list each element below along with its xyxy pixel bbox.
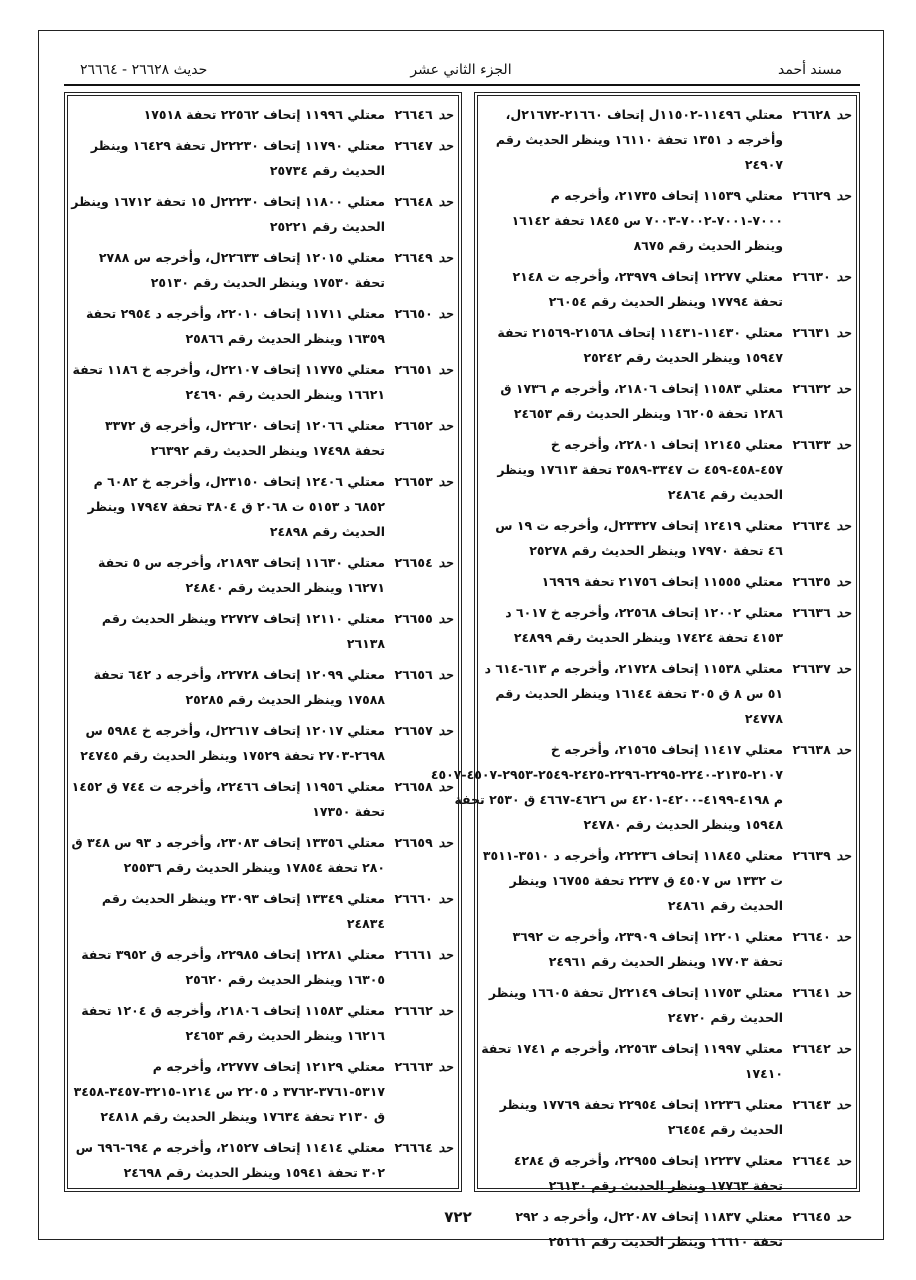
- hadith-symbol: حد: [438, 362, 453, 377]
- hadith-reference: [783, 320, 851, 345]
- hadith-citation-text: معتلي ١٣٣٥٦ إتحاف ٢٣٠٨٣، وأخرجه د ٩٣ س ٣٤٨ ق ٢٨٠ تحفة ١٧٨٥٤ وينظر الحديث رقم ٢٥٥٣٦: [71, 835, 385, 875]
- hadith-entry: [475, 840, 859, 921]
- hadith-citation-text: معتلي ١١٨٣٧ إتحاف ٢٢٠٨٧ل، وأخرجه د ٢٩٢ تحفة ١٦٦١٠ وينظر الحديث رقم ٢٥١٦١: [515, 1209, 783, 1249]
- hadith-number: ٢٦٦٥٤: [394, 555, 433, 570]
- hadith-citation-text: معتلي ١٢٠١٧ إتحاف ٢٢٦١٧ل، وأخرجه خ ٥٩٨٤ س ٢٦٩٨-٢٧٠٣ تحفة ١٧٥٢٩ وينظر الحديث رقم ٢٤٧٤٥: [80, 723, 385, 763]
- hadith-citation-text: معتلي ١٢١٢٩ إتحاف ٢٢٧٧٧، وأخرجه م ٥٣١٧-٣٧٦١-٣٧٦٢ د ٢٢٠٥ س ١٢١٤-٣٢١٥-٣٤٥٧-٣٤٥٨ ق ٢١٣٠ تحفة ١٧٦٣٤ وينظر الحديث رقم ٢٤٨١٨: [73, 1059, 385, 1124]
- hadith-entry: [475, 1089, 859, 1145]
- hadith-citation-text: معتلي ١٢٤١٩ إتحاف ٢٣٣٢٧ل، وأخرجه ت ١٩ س ٤٦ تحفة ١٧٩٧٠ وينظر الحديث رقم ٢٥٢٧٨: [495, 518, 783, 558]
- hadith-entry: [475, 653, 859, 734]
- hadith-symbol: حد: [836, 985, 851, 1000]
- hadith-reference: [783, 1036, 851, 1061]
- hadith-citation-text: معتلي ١٢١١٠ إتحاف ٢٢٧٢٧ وينظر الحديث رقم ٢٦١٣٨: [101, 611, 385, 651]
- hadith-number: ٢٦٦٤٦: [394, 107, 433, 122]
- hadith-symbol: حد: [836, 574, 851, 589]
- hadith-entry: [65, 939, 461, 995]
- hadith-entry: [475, 510, 859, 566]
- hadith-citation-text: معتلي ١١٨٤٥ إتحاف ٢٢٢٣٦، وأخرجه د ٣٥١٠-٣٥١١ ت ١٣٣٢ س ٤٥٠٧ ق ٢٢٣٧ تحفة ١٦٧٥٥ وينظر الحديث رقم ٢٤٨٦١: [482, 848, 783, 913]
- hadith-reference: [385, 357, 453, 382]
- hadith-entry: [65, 827, 461, 883]
- hadith-number: ٢٦٦٤٤: [792, 1153, 831, 1168]
- hadith-citation-text: معتلي ١١٥٨٣ إتحاف ٢١٨٠٦، وأخرجه م ١٧٣٦ ق ١٢٨٦ تحفة ١٦٢٠٥ وينظر الحديث رقم ٢٤٦٥٣: [500, 381, 783, 421]
- hadith-entry: [65, 298, 461, 354]
- hadith-entry: [65, 466, 461, 547]
- hadith-reference: [385, 189, 453, 214]
- hadith-entry: [475, 1033, 859, 1089]
- hadith-symbol: حد: [438, 194, 453, 209]
- hadith-reference: [783, 513, 851, 538]
- hadith-number: ٢٦٦٣٨: [792, 742, 831, 757]
- hadith-citation-text: معتلي ١١٩٥٦ إتحاف ٢٢٤٦٦، وأخرجه ت ٧٤٤ ق ١٤٥٢ تحفة ١٧٣٥٠: [71, 779, 385, 819]
- hadith-entry: [475, 99, 859, 180]
- hadith-citation-text: معتلي ١٢٢٣٦ إتحاف ٢٢٩٥٤ تحفة ١٧٧٦٩ وينظر الحديث رقم ٢٦٤٥٤: [499, 1097, 783, 1137]
- hadith-symbol: حد: [836, 107, 851, 122]
- hadith-citation-text: معتلي ١١٩٩٧ إتحاف ٢٢٥٦٣، وأخرجه م ١٧٤١ تحفة ١٧٤١٠: [481, 1041, 783, 1081]
- book-title: مسند أحمد: [778, 62, 842, 78]
- hadith-reference: [385, 662, 453, 687]
- column-left-entries: [65, 99, 461, 1188]
- hadith-citation-text: معتلي ١١٧٩٠ إتحاف ٢٢٢٣٠ل تحفة ١٦٤٢٩ وينظر الحديث رقم ٢٥٧٣٤: [90, 138, 385, 178]
- hadith-number: ٢٦٦٥٠: [394, 306, 433, 321]
- hadith-citation-text: معتلي ١١٤١٧ إتحاف ٢١٥٦٥، وأخرجه خ ٢١٠٧-٢١٣٥-٢٢٤٠-٢٢٩٥-٢٢٩٦-٢٤٢٥-٢٥٤٩-٢٩٥٣-٤٥٠٧-٤٥٠٧ م ٤١٩٨-٤١٩٩-٤٢٠٠-٤٢٠١ س ٤٦٢٦-٤٦٦٧ ق ٢٥٣٠ تحفة ١٥٩٤٨ وينظر الحديث رقم ٢٤٧٨٠: [430, 742, 783, 832]
- hadith-reference: [385, 774, 453, 799]
- hadith-number: ٢٦٦٤٧: [394, 138, 433, 153]
- hadith-entry: [65, 659, 461, 715]
- page-number: ٧٢٢: [444, 1208, 472, 1226]
- hadith-symbol: حد: [438, 947, 453, 962]
- hadith-symbol: حد: [836, 1041, 851, 1056]
- hadith-number: ٢٦٦٣١: [792, 325, 831, 340]
- hadith-symbol: حد: [438, 1140, 453, 1155]
- hadith-symbol: حد: [836, 929, 851, 944]
- hadith-reference: [783, 1148, 851, 1173]
- hadith-citation-text: معتلي ١١٤٩٦-١١٥٠٢ل إتحاف ٢١٦٦٠-٢١٦٧٢ل، وأخرجه د ١٣٥١ تحفة ١٦١١٠ وينظر الحديث رقم ٢٤٩٠٧: [495, 107, 783, 172]
- hadith-reference: [385, 718, 453, 743]
- hadith-entry: [475, 921, 859, 977]
- header-rule: [64, 84, 860, 86]
- hadith-symbol: حد: [836, 742, 851, 757]
- hadith-reference: [783, 432, 851, 457]
- hadith-symbol: حد: [438, 1003, 453, 1018]
- running-header: [38, 62, 884, 84]
- hadith-number: ٢٦٦٤١: [792, 985, 831, 1000]
- hadith-number: ٢٦٦٣٩: [792, 848, 831, 863]
- hadith-range: حديث ٢٦٦٢٨ - ٢٦٦٦٤: [80, 62, 208, 78]
- hadith-symbol: حد: [438, 138, 453, 153]
- hadith-number: ٢٦٦٦١: [394, 947, 433, 962]
- hadith-number: ٢٦٦٤٩: [394, 250, 433, 265]
- hadith-reference: [385, 886, 453, 911]
- hadith-citation-text: معتلي ١١٦٣٠ إتحاف ٢١٨٩٣، وأخرجه س ٥ تحفة ١٦٢٧١ وينظر الحديث رقم ٢٤٨٤٠: [98, 555, 385, 595]
- hadith-reference: [385, 1054, 453, 1079]
- hadith-number: ٢٦٦٤٥: [792, 1209, 831, 1224]
- hadith-reference: [385, 245, 453, 270]
- hadith-number: ٢٦٦٥٩: [394, 835, 433, 850]
- hadith-entry: [65, 1051, 461, 1132]
- hadith-entry: [475, 566, 859, 597]
- hadith-entry: [65, 242, 461, 298]
- hadith-entry: [65, 186, 461, 242]
- hadith-number: ٢٦٦٣٥: [792, 574, 831, 589]
- hadith-number: ٢٦٦٦٤: [394, 1140, 433, 1155]
- hadith-symbol: حد: [438, 835, 453, 850]
- hadith-reference: [783, 924, 851, 949]
- volume-title: الجزء الثاني عشر: [410, 62, 512, 78]
- hadith-entry: [65, 354, 461, 410]
- hadith-number: ٢٦٦٤٠: [792, 929, 831, 944]
- hadith-symbol: حد: [836, 518, 851, 533]
- hadith-citation-text: معتلي ١١٥٨٣ إتحاف ٢١٨٠٦، وأخرجه ق ١٢٠٤ تحفة ١٦٢١٦ وينظر الحديث رقم ٢٤٦٥٣: [81, 1003, 385, 1043]
- hadith-symbol: حد: [438, 667, 453, 682]
- hadith-citation-text: معتلي ١٢٠٠٢ إتحاف ٢٢٥٦٨، وأخرجه خ ٦٠١٧ د ٤١٥٣ تحفة ١٧٤٢٤ وينظر الحديث رقم ٢٤٨٩٩: [505, 605, 783, 645]
- hadith-reference: [783, 264, 851, 289]
- hadith-citation-text: معتلي ١٢٢٣٧ إتحاف ٢٢٩٥٥، وأخرجه ق ٤٢٨٤ تحفة ١٧٧٦٣ وينظر الحديث رقم ٢٦١٣٠: [513, 1153, 783, 1193]
- hadith-citation-text: معتلي ١١٧٧٥ إتحاف ٢٢١٠٧ل، وأخرجه خ ١١٨٦ تحفة ١٦٦٢١ وينظر الحديث رقم ٢٤٦٩٠: [72, 362, 385, 402]
- hadith-number: ٢٦٦٥١: [394, 362, 433, 377]
- hadith-citation-text: معتلي ١١٧٥٣ إتحاف ٢٢١٤٩ل تحفة ١٦٦٠٥ وينظر الحديث رقم ٢٤٧٢٠: [488, 985, 783, 1025]
- hadith-entry: [65, 547, 461, 603]
- hadith-number: ٢٦٦٢٩: [792, 188, 831, 203]
- hadith-entry: [475, 977, 859, 1033]
- hadith-number: ٢٦٦٢٨: [792, 107, 831, 122]
- hadith-symbol: حد: [438, 891, 453, 906]
- hadith-entry: [475, 373, 859, 429]
- hadith-reference: [783, 1092, 851, 1117]
- hadith-entry: [65, 130, 461, 186]
- hadith-symbol: حد: [836, 1153, 851, 1168]
- hadith-symbol: حد: [438, 306, 453, 321]
- hadith-number: ٢٦٦٦٣: [394, 1059, 433, 1074]
- hadith-number: ٢٦٦٥٦: [394, 667, 433, 682]
- hadith-number: ٢٦٦٥٧: [394, 723, 433, 738]
- hadith-citation-text: معتلي ١٢٠١٥ إتحاف ٢٢٦٣٣ل، وأخرجه س ٢٧٨٨ تحفة ١٧٥٣٠ وينظر الحديث رقم ٢٥١٣٠: [98, 250, 385, 290]
- hadith-number: ٢٦٦٤٨: [394, 194, 433, 209]
- hadith-citation-text: معتلي ١٢٢٨١ إتحاف ٢٢٩٨٥، وأخرجه ق ٣٩٥٢ تحفة ١٦٣٠٥ وينظر الحديث رقم ٢٥٦٢٠: [81, 947, 385, 987]
- hadith-symbol: حد: [438, 779, 453, 794]
- hadith-reference: [783, 183, 851, 208]
- hadith-reference: [385, 1135, 453, 1160]
- hadith-symbol: حد: [438, 474, 453, 489]
- hadith-number: ٢٦٦٤٣: [792, 1097, 831, 1112]
- hadith-entry: [65, 603, 461, 659]
- hadith-symbol: حد: [438, 555, 453, 570]
- hadith-citation-text: معتلي ١١٤٣٠-١١٤٣١ إتحاف ٢١٥٦٨-٢١٥٦٩ تحفة ١٥٩٤٧ وينظر الحديث رقم ٢٥٢٤٢: [497, 325, 783, 365]
- hadith-entry: [475, 429, 859, 510]
- hadith-reference: [385, 830, 453, 855]
- hadith-reference: [385, 133, 453, 158]
- hadith-citation-text: معتلي ١١٥٣٨ إتحاف ٢١٧٢٨، وأخرجه م ٦١٣-٦١٤ د ٥١ س ٨ ق ٣٠٥ تحفة ١٦١٤٤ وينظر الحديث رقم ٢٤٧٧٨: [484, 661, 783, 726]
- hadith-reference: [783, 656, 851, 681]
- hadith-number: ٢٦٦٦٢: [394, 1003, 433, 1018]
- hadith-entry: [475, 180, 859, 261]
- hadith-reference: [385, 998, 453, 1023]
- hadith-reference: [385, 413, 453, 438]
- hadith-reference: [783, 737, 851, 762]
- hadith-entry: [65, 715, 461, 771]
- hadith-number: ٢٦٦٤٢: [792, 1041, 831, 1056]
- hadith-reference: [783, 569, 851, 594]
- hadith-citation-text: معتلي ١٢٢٠١ إتحاف ٢٣٩٠٩، وأخرجه ت ٣٦٩٢ تحفة ١٧٧٠٣ وينظر الحديث رقم ٢٤٩٦١: [512, 929, 783, 969]
- hadith-citation-text: معتلي ١١٥٥٥ إتحاف ٢١٧٥٦ تحفة ١٦٩٦٩: [541, 574, 783, 589]
- hadith-citation-text: معتلي ١١٤١٤ إتحاف ٢١٥٢٧، وأخرجه م ٦٩٤-٦٩٦ س ٣٠٢ تحفة ١٥٩٤١ وينظر الحديث رقم ٢٤٦٩٨: [75, 1140, 385, 1180]
- hadith-citation-text: معتلي ١١٩٩٦ إتحاف ٢٢٥٦٢ تحفة ١٧٥١٨: [143, 107, 385, 122]
- hadith-symbol: حد: [438, 418, 453, 433]
- hadith-entry: [65, 995, 461, 1051]
- hadith-symbol: حد: [438, 723, 453, 738]
- hadith-symbol: حد: [836, 437, 851, 452]
- hadith-citation-text: معتلي ١٢١٤٥ إتحاف ٢٢٨٠١، وأخرجه خ ٤٥٧-٤٥٨-٤٥٩ ت ٣٣٤٧-٣٥٨٩ تحفة ١٧٦١٣ وينظر الحديث رقم ٢٤٨٦٤: [497, 437, 783, 502]
- hadith-symbol: حد: [438, 611, 453, 626]
- hadith-number: ٢٦٦٣٧: [792, 661, 831, 676]
- hadith-number: ٢٦٦٦٠: [394, 891, 433, 906]
- hadith-symbol: حد: [836, 1097, 851, 1112]
- hadith-entry: [65, 1132, 461, 1188]
- hadith-citation-text: معتلي ١٣٣٤٩ إتحاف ٢٣٠٩٣ وينظر الحديث رقم ٢٤٨٣٤: [101, 891, 385, 931]
- hadith-reference: [385, 606, 453, 631]
- hadith-reference: [385, 301, 453, 326]
- hadith-symbol: حد: [438, 250, 453, 265]
- hadith-citation-text: معتلي ١١٧١١ إتحاف ٢٢٠١٠، وأخرجه د ٢٩٥٤ تحفة ١٦٣٥٩ وينظر الحديث رقم ٢٥٨٦٦: [85, 306, 385, 346]
- hadith-reference: [783, 843, 851, 868]
- hadith-entry: [475, 261, 859, 317]
- hadith-symbol: حد: [438, 107, 453, 122]
- hadith-entry: [430, 734, 859, 840]
- hadith-number: ٢٦٦٣٣: [792, 437, 831, 452]
- hadith-reference: [385, 550, 453, 575]
- hadith-number: ٢٦٦٥٥: [394, 611, 433, 626]
- hadith-reference: [783, 980, 851, 1005]
- hadith-number: ٢٦٦٥٣: [394, 474, 433, 489]
- hadith-symbol: حد: [836, 661, 851, 676]
- hadith-entry: [65, 771, 461, 827]
- hadith-entry: [65, 883, 461, 939]
- hadith-number: ٢٦٦٥٢: [394, 418, 433, 433]
- hadith-symbol: حد: [836, 381, 851, 396]
- hadith-number: ٢٦٦٣٢: [792, 381, 831, 396]
- hadith-symbol: حد: [836, 188, 851, 203]
- hadith-reference: [385, 469, 453, 494]
- hadith-entry: [475, 317, 859, 373]
- hadith-reference: [783, 376, 851, 401]
- hadith-number: ٢٦٦٣٦: [792, 605, 831, 620]
- hadith-entry: [475, 1145, 859, 1201]
- hadith-reference: [783, 600, 851, 625]
- column-left: [64, 92, 462, 1192]
- hadith-reference: [385, 942, 453, 967]
- hadith-symbol: حد: [836, 325, 851, 340]
- hadith-reference: [385, 102, 453, 127]
- hadith-citation-text: معتلي ١٢٠٩٩ إتحاف ٢٢٧٢٨، وأخرجه د ٦٤٢ تحفة ١٧٥٨٨ وينظر الحديث رقم ٢٥٢٨٥: [93, 667, 385, 707]
- hadith-reference: [783, 102, 851, 127]
- hadith-number: ٢٦٦٥٨: [394, 779, 433, 794]
- hadith-entry: [475, 597, 859, 653]
- hadith-citation-text: معتلي ١١٨٠٠ إتحاف ٢٢٢٣٠ل ١٥ تحفة ١٦٧١٢ وينظر الحديث رقم ٢٥٢٢١: [71, 194, 385, 234]
- hadith-citation-text: معتلي ١٢٠٦٦ إتحاف ٢٢٦٢٠ل، وأخرجه ق ٣٣٧٢ تحفة ١٧٤٩٨ وينظر الحديث رقم ٢٦٣٩٢: [104, 418, 385, 458]
- hadith-number: ٢٦٦٣٤: [792, 518, 831, 533]
- hadith-symbol: حد: [438, 1059, 453, 1074]
- hadith-entry: [65, 99, 461, 130]
- hadith-citation-text: معتلي ١٢٢٧٧ إتحاف ٢٣٩٧٩، وأخرجه ت ٢١٤٨ تحفة ١٧٧٩٤ وينظر الحديث رقم ٢٦٠٥٤: [512, 269, 783, 309]
- hadith-symbol: حد: [836, 1209, 851, 1224]
- hadith-citation-text: معتلي ١١٥٣٩ إتحاف ٢١٧٣٥، وأخرجه م ٧٠٠٠-٧٠٠١-٧٠٠٢-٧٠٠٣ س ١٨٤٥ تحفة ١٦١٤٢ وينظر الحديث رقم ٨٦٧٥: [511, 188, 783, 253]
- hadith-symbol: حد: [836, 848, 851, 863]
- hadith-symbol: حد: [836, 605, 851, 620]
- hadith-entry: [65, 410, 461, 466]
- hadith-citation-text: معتلي ١٢٤٠٦ إتحاف ٢٣١٥٠ل، وأخرجه خ ٦٠٨٢ م ٦٨٥٢ د ٥١٥٣ ت ٢٠٦٨ ق ٣٨٠٤ تحفة ١٧٩٤٧ وينظر الحديث رقم ٢٤٨٩٨: [87, 474, 385, 539]
- hadith-symbol: حد: [836, 269, 851, 284]
- hadith-number: ٢٦٦٣٠: [792, 269, 831, 284]
